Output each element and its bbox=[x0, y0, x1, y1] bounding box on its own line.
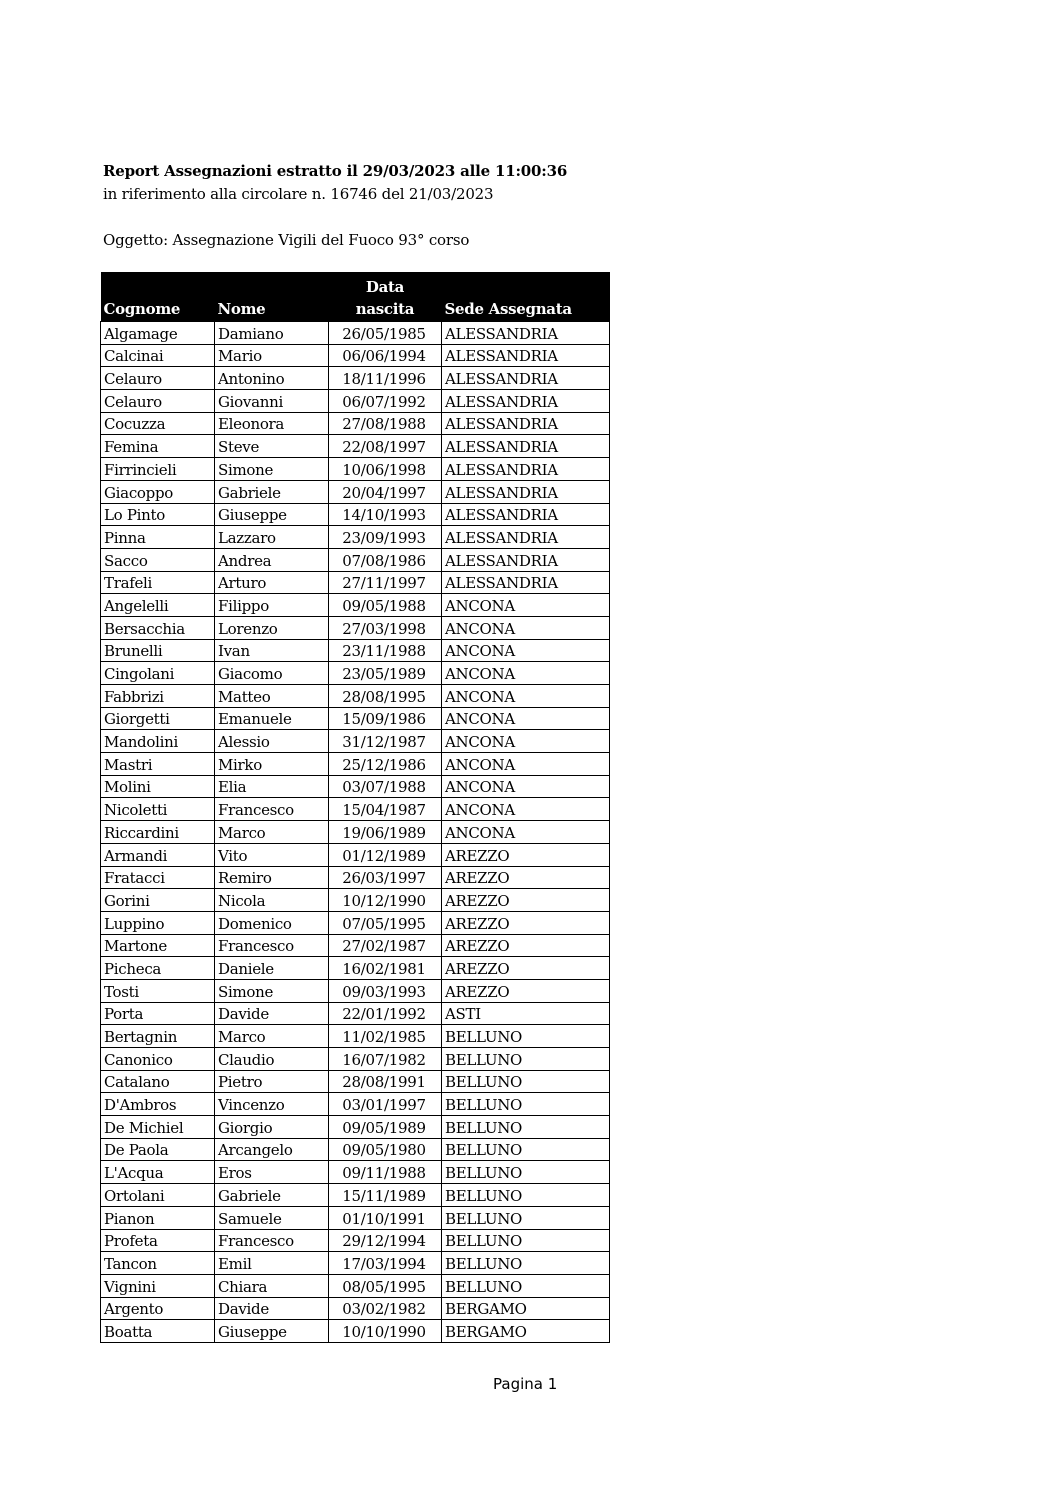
table-row bbox=[101, 934, 610, 957]
cell-office: BERGAMO bbox=[442, 1320, 610, 1343]
cell-birth-date: 28/08/1991 bbox=[329, 1070, 442, 1093]
cell-surname: Firrincieli bbox=[101, 458, 215, 481]
cell-surname: De Michiel bbox=[101, 1116, 215, 1139]
cell-office: ALESSANDRIA bbox=[442, 548, 610, 571]
table-row bbox=[101, 390, 610, 413]
cell-surname: Giacoppo bbox=[101, 480, 215, 503]
table-row bbox=[101, 866, 610, 889]
header-birth-date bbox=[329, 272, 442, 322]
table-row bbox=[101, 1002, 610, 1025]
cell-office: ANCONA bbox=[442, 594, 610, 617]
cell-surname: Tancon bbox=[101, 1252, 215, 1275]
cell-birth-date: 19/06/1989 bbox=[329, 821, 442, 844]
cell-name: Vito bbox=[215, 843, 329, 866]
cell-office: BERGAMO bbox=[442, 1297, 610, 1320]
table-row bbox=[101, 639, 610, 662]
cell-office: ANCONA bbox=[442, 798, 610, 821]
cell-surname: Celauro bbox=[101, 367, 215, 390]
table-row bbox=[101, 1252, 610, 1275]
cell-office: ANCONA bbox=[442, 616, 610, 639]
cell-name: Alessio bbox=[215, 730, 329, 753]
cell-office: ALESSANDRIA bbox=[442, 526, 610, 549]
cell-surname: Vignini bbox=[101, 1274, 215, 1297]
cell-surname: Boatta bbox=[101, 1320, 215, 1343]
cell-name: Domenico bbox=[215, 911, 329, 934]
cell-surname: Femina bbox=[101, 435, 215, 458]
cell-birth-date: 03/02/1982 bbox=[329, 1297, 442, 1320]
cell-birth-date: 27/02/1987 bbox=[329, 934, 442, 957]
cell-office: AREZZO bbox=[442, 979, 610, 1002]
table-row bbox=[101, 616, 610, 639]
cell-birth-date: 27/08/1988 bbox=[329, 412, 442, 435]
cell-name: Francesco bbox=[215, 934, 329, 957]
cell-surname: Bersacchia bbox=[101, 616, 215, 639]
table-row bbox=[101, 685, 610, 708]
table-row bbox=[101, 979, 610, 1002]
assignments-table bbox=[100, 272, 610, 1343]
cell-surname: Nicoletti bbox=[101, 798, 215, 821]
cell-office: AREZZO bbox=[442, 889, 610, 912]
cell-birth-date: 01/10/1991 bbox=[329, 1206, 442, 1229]
cell-office: ALESSANDRIA bbox=[442, 480, 610, 503]
cell-birth-date: 22/08/1997 bbox=[329, 435, 442, 458]
cell-surname: Mastri bbox=[101, 753, 215, 776]
table-row bbox=[101, 911, 610, 934]
cell-name: Antonino bbox=[215, 367, 329, 390]
cell-name: Eleonora bbox=[215, 412, 329, 435]
cell-surname: Brunelli bbox=[101, 639, 215, 662]
cell-birth-date: 03/01/1997 bbox=[329, 1093, 442, 1116]
cell-surname: Riccardini bbox=[101, 821, 215, 844]
cell-surname: Armandi bbox=[101, 843, 215, 866]
cell-birth-date: 03/07/1988 bbox=[329, 775, 442, 798]
cell-office: BELLUNO bbox=[442, 1184, 610, 1207]
cell-office: ANCONA bbox=[442, 775, 610, 798]
cell-surname: De Paola bbox=[101, 1138, 215, 1161]
report-subtitle: in riferimento alla circolare n. 16746 del 21/03/2023 bbox=[103, 185, 494, 203]
cell-birth-date: 15/04/1987 bbox=[329, 798, 442, 821]
cell-birth-date: 01/12/1989 bbox=[329, 843, 442, 866]
cell-birth-date: 09/05/1989 bbox=[329, 1116, 442, 1139]
cell-office: ALESSANDRIA bbox=[442, 503, 610, 526]
cell-name: Mirko bbox=[215, 753, 329, 776]
cell-name: Lorenzo bbox=[215, 616, 329, 639]
cell-name: Gabriele bbox=[215, 1184, 329, 1207]
table-row bbox=[101, 707, 610, 730]
cell-office: ANCONA bbox=[442, 639, 610, 662]
table-row bbox=[101, 1093, 610, 1116]
table-row bbox=[101, 594, 610, 617]
cell-surname: Angelelli bbox=[101, 594, 215, 617]
cell-birth-date: 27/11/1997 bbox=[329, 571, 442, 594]
cell-surname: Sacco bbox=[101, 548, 215, 571]
cell-office: BELLUNO bbox=[442, 1138, 610, 1161]
table-row bbox=[101, 843, 610, 866]
cell-name: Giacomo bbox=[215, 662, 329, 685]
cell-office: ALESSANDRIA bbox=[442, 571, 610, 594]
header-row bbox=[101, 272, 610, 322]
cell-name: Damiano bbox=[215, 322, 329, 345]
cell-office: ANCONA bbox=[442, 707, 610, 730]
cell-birth-date: 09/05/1980 bbox=[329, 1138, 442, 1161]
table-row bbox=[101, 1070, 610, 1093]
cell-name: Lazzaro bbox=[215, 526, 329, 549]
cell-surname: Mandolini bbox=[101, 730, 215, 753]
table-row bbox=[101, 1274, 610, 1297]
cell-name: Remiro bbox=[215, 866, 329, 889]
cell-name: Nicola bbox=[215, 889, 329, 912]
cell-surname: Catalano bbox=[101, 1070, 215, 1093]
header-name: Nome bbox=[215, 272, 329, 322]
cell-birth-date: 11/02/1985 bbox=[329, 1025, 442, 1048]
cell-birth-date: 16/07/1982 bbox=[329, 1048, 442, 1071]
cell-birth-date: 20/04/1997 bbox=[329, 480, 442, 503]
table-row bbox=[101, 1116, 610, 1139]
cell-birth-date: 09/03/1993 bbox=[329, 979, 442, 1002]
table-row bbox=[101, 775, 610, 798]
cell-name: Eros bbox=[215, 1161, 329, 1184]
table-row bbox=[101, 526, 610, 549]
cell-birth-date: 17/03/1994 bbox=[329, 1252, 442, 1275]
cell-birth-date: 22/01/1992 bbox=[329, 1002, 442, 1025]
table-row bbox=[101, 1297, 610, 1320]
cell-birth-date: 15/11/1989 bbox=[329, 1184, 442, 1207]
cell-office: BELLUNO bbox=[442, 1093, 610, 1116]
cell-birth-date: 10/06/1998 bbox=[329, 458, 442, 481]
cell-name: Marco bbox=[215, 821, 329, 844]
cell-surname: Porta bbox=[101, 1002, 215, 1025]
report-subject: Oggetto: Assegnazione Vigili del Fuoco 93° corso bbox=[103, 231, 470, 249]
cell-name: Claudio bbox=[215, 1048, 329, 1071]
table-row bbox=[101, 367, 610, 390]
cell-office: AREZZO bbox=[442, 957, 610, 980]
cell-surname: Profeta bbox=[101, 1229, 215, 1252]
cell-birth-date: 10/12/1990 bbox=[329, 889, 442, 912]
cell-office: ALESSANDRIA bbox=[442, 390, 610, 413]
header-surname: Cognome bbox=[101, 272, 215, 322]
cell-birth-date: 07/05/1995 bbox=[329, 911, 442, 934]
cell-name: Emil bbox=[215, 1252, 329, 1275]
table-row bbox=[101, 753, 610, 776]
table-row bbox=[101, 957, 610, 980]
cell-name: Mario bbox=[215, 344, 329, 367]
cell-birth-date: 08/05/1995 bbox=[329, 1274, 442, 1297]
cell-name: Pietro bbox=[215, 1070, 329, 1093]
cell-surname: Martone bbox=[101, 934, 215, 957]
table-row bbox=[101, 1320, 610, 1343]
cell-birth-date: 10/10/1990 bbox=[329, 1320, 442, 1343]
table-row bbox=[101, 1138, 610, 1161]
cell-office: ANCONA bbox=[442, 685, 610, 708]
cell-office: AREZZO bbox=[442, 843, 610, 866]
cell-surname: Bertagnin bbox=[101, 1025, 215, 1048]
cell-name: Vincenzo bbox=[215, 1093, 329, 1116]
cell-office: ANCONA bbox=[442, 821, 610, 844]
cell-birth-date: 25/12/1986 bbox=[329, 753, 442, 776]
cell-office: ASTI bbox=[442, 1002, 610, 1025]
table-row bbox=[101, 889, 610, 912]
cell-name: Giorgio bbox=[215, 1116, 329, 1139]
cell-name: Davide bbox=[215, 1297, 329, 1320]
page-number: Pagina 1 bbox=[493, 1375, 558, 1393]
cell-surname: Celauro bbox=[101, 390, 215, 413]
cell-office: ALESSANDRIA bbox=[442, 322, 610, 345]
cell-surname: Fabbrizi bbox=[101, 685, 215, 708]
cell-name: Ivan bbox=[215, 639, 329, 662]
cell-name: Simone bbox=[215, 979, 329, 1002]
cell-name: Andrea bbox=[215, 548, 329, 571]
cell-name: Samuele bbox=[215, 1206, 329, 1229]
cell-birth-date: 06/06/1994 bbox=[329, 344, 442, 367]
cell-office: BELLUNO bbox=[442, 1252, 610, 1275]
cell-birth-date: 26/05/1985 bbox=[329, 322, 442, 345]
cell-surname: D'Ambros bbox=[101, 1093, 215, 1116]
cell-office: ALESSANDRIA bbox=[442, 412, 610, 435]
table-row bbox=[101, 662, 610, 685]
cell-surname: Molini bbox=[101, 775, 215, 798]
cell-surname: L'Acqua bbox=[101, 1161, 215, 1184]
table-row bbox=[101, 1206, 610, 1229]
cell-name: Filippo bbox=[215, 594, 329, 617]
cell-surname: Luppino bbox=[101, 911, 215, 934]
cell-office: ALESSANDRIA bbox=[442, 344, 610, 367]
table-row bbox=[101, 548, 610, 571]
cell-birth-date: 27/03/1998 bbox=[329, 616, 442, 639]
cell-birth-date: 23/09/1993 bbox=[329, 526, 442, 549]
cell-office: BELLUNO bbox=[442, 1048, 610, 1071]
cell-surname: Giorgetti bbox=[101, 707, 215, 730]
cell-surname: Gorini bbox=[101, 889, 215, 912]
header-birth-line1: Data bbox=[365, 278, 405, 296]
cell-office: BELLUNO bbox=[442, 1025, 610, 1048]
cell-office: BELLUNO bbox=[442, 1229, 610, 1252]
cell-name: Simone bbox=[215, 458, 329, 481]
cell-surname: Fratacci bbox=[101, 866, 215, 889]
cell-birth-date: 31/12/1987 bbox=[329, 730, 442, 753]
cell-birth-date: 28/08/1995 bbox=[329, 685, 442, 708]
cell-birth-date: 29/12/1994 bbox=[329, 1229, 442, 1252]
cell-surname: Ortolani bbox=[101, 1184, 215, 1207]
cell-office: ALESSANDRIA bbox=[442, 367, 610, 390]
table-row bbox=[101, 458, 610, 481]
table-row bbox=[101, 503, 610, 526]
cell-surname: Algamage bbox=[101, 322, 215, 345]
cell-birth-date: 16/02/1981 bbox=[329, 957, 442, 980]
cell-birth-date: 23/11/1988 bbox=[329, 639, 442, 662]
cell-birth-date: 15/09/1986 bbox=[329, 707, 442, 730]
cell-office: AREZZO bbox=[442, 911, 610, 934]
cell-name: Francesco bbox=[215, 1229, 329, 1252]
cell-birth-date: 09/05/1988 bbox=[329, 594, 442, 617]
table-row bbox=[101, 435, 610, 458]
cell-name: Davide bbox=[215, 1002, 329, 1025]
table-row bbox=[101, 1048, 610, 1071]
cell-surname: Tosti bbox=[101, 979, 215, 1002]
cell-birth-date: 14/10/1993 bbox=[329, 503, 442, 526]
cell-name: Francesco bbox=[215, 798, 329, 821]
cell-office: BELLUNO bbox=[442, 1070, 610, 1093]
cell-name: Steve bbox=[215, 435, 329, 458]
table-row bbox=[101, 730, 610, 753]
cell-name: Giovanni bbox=[215, 390, 329, 413]
cell-surname: Cingolani bbox=[101, 662, 215, 685]
cell-birth-date: 23/05/1989 bbox=[329, 662, 442, 685]
cell-surname: Cocuzza bbox=[101, 412, 215, 435]
cell-office: ANCONA bbox=[442, 753, 610, 776]
cell-name: Matteo bbox=[215, 685, 329, 708]
table-row bbox=[101, 821, 610, 844]
cell-name: Arcangelo bbox=[215, 1138, 329, 1161]
cell-office: ANCONA bbox=[442, 730, 610, 753]
table-row bbox=[101, 1184, 610, 1207]
cell-surname: Canonico bbox=[101, 1048, 215, 1071]
header-office: Sede Assegnata bbox=[442, 272, 610, 322]
table-row bbox=[101, 344, 610, 367]
cell-name: Daniele bbox=[215, 957, 329, 980]
cell-office: ALESSANDRIA bbox=[442, 435, 610, 458]
cell-birth-date: 06/07/1992 bbox=[329, 390, 442, 413]
cell-surname: Calcinai bbox=[101, 344, 215, 367]
table-body bbox=[101, 322, 610, 1343]
cell-office: ALESSANDRIA bbox=[442, 458, 610, 481]
cell-office: BELLUNO bbox=[442, 1206, 610, 1229]
cell-birth-date: 07/08/1986 bbox=[329, 548, 442, 571]
cell-surname: Picheca bbox=[101, 957, 215, 980]
cell-surname: Argento bbox=[101, 1297, 215, 1320]
table-row bbox=[101, 322, 610, 345]
table-row bbox=[101, 571, 610, 594]
table-header bbox=[101, 272, 610, 322]
cell-name: Arturo bbox=[215, 571, 329, 594]
table-row bbox=[101, 1229, 610, 1252]
cell-name: Marco bbox=[215, 1025, 329, 1048]
table-row bbox=[101, 1025, 610, 1048]
table-row bbox=[101, 1161, 610, 1184]
cell-surname: Pianon bbox=[101, 1206, 215, 1229]
table-row bbox=[101, 480, 610, 503]
cell-name: Emanuele bbox=[215, 707, 329, 730]
cell-office: AREZZO bbox=[442, 934, 610, 957]
cell-name: Giuseppe bbox=[215, 1320, 329, 1343]
cell-surname: Lo Pinto bbox=[101, 503, 215, 526]
cell-name: Giuseppe bbox=[215, 503, 329, 526]
cell-surname: Pinna bbox=[101, 526, 215, 549]
table-row bbox=[101, 412, 610, 435]
report-title: Report Assegnazioni estratto il 29/03/2023 alle 11:00:36 bbox=[103, 162, 568, 180]
cell-name: Chiara bbox=[215, 1274, 329, 1297]
header-birth-line2: nascita bbox=[355, 300, 415, 318]
cell-office: ANCONA bbox=[442, 662, 610, 685]
table-row bbox=[101, 798, 610, 821]
cell-name: Elia bbox=[215, 775, 329, 798]
cell-name: Gabriele bbox=[215, 480, 329, 503]
cell-office: BELLUNO bbox=[442, 1161, 610, 1184]
cell-birth-date: 18/11/1996 bbox=[329, 367, 442, 390]
cell-office: BELLUNO bbox=[442, 1274, 610, 1297]
cell-surname: Trafeli bbox=[101, 571, 215, 594]
cell-birth-date: 26/03/1997 bbox=[329, 866, 442, 889]
cell-birth-date: 09/11/1988 bbox=[329, 1161, 442, 1184]
cell-office: AREZZO bbox=[442, 866, 610, 889]
cell-office: BELLUNO bbox=[442, 1116, 610, 1139]
